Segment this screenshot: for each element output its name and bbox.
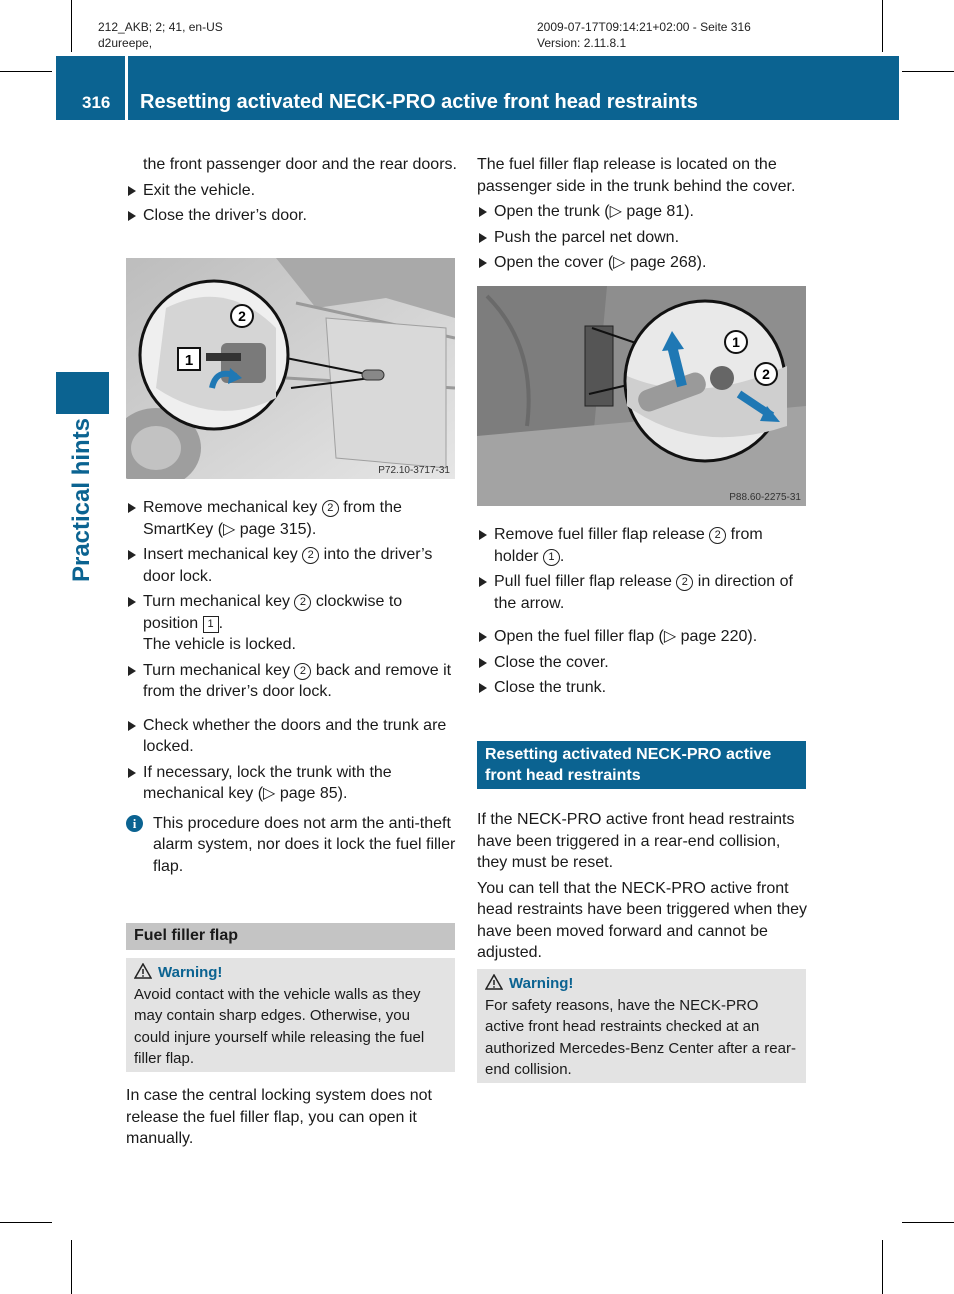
page-reference-arrow-icon: ▷ [663,628,677,645]
warning-title [485,973,798,995]
list-item [477,252,809,274]
list-item [477,201,809,223]
bullet-triangle-icon [128,503,136,513]
paragraph: In case the central locking system does not release the fuel filler flap, you can open it manually. [126,1087,432,1147]
crop-mark [882,0,883,52]
step-text: If necessary, lock the trunk with the mechanical key ( [143,763,392,802]
figure-code: P72.10-3717-31 [378,465,450,476]
step-text: back and remove it from the driver’s door lock. [143,661,452,700]
list-item [477,227,809,249]
paragraph: You can tell that the NECK-PRO active front head restraints have been triggered when they have been moved forward and cannot be adjusted. [477,879,807,961]
list-item [126,591,458,656]
figure-code: P88.60-2275-31 [729,492,801,503]
section-heading-fuel-filler-flap: Fuel filler flap [126,923,455,950]
step-text: Exit the vehicle. [143,181,256,199]
bullet-triangle-icon [128,721,136,731]
warning-triangle-icon [134,963,152,979]
list-item [126,762,458,805]
step-text: Push the parcel net down. [494,228,680,246]
page-number: 316 [82,93,111,112]
bullet-triangle-icon [479,530,487,540]
chapter-tab [56,372,109,414]
bullet-triangle-icon [128,666,136,676]
step-text: in direction of the arrow. [494,573,793,612]
step-text: from the SmartKey ( [143,499,402,538]
page-reference[interactable]: page 220). [680,628,758,645]
list-item [477,626,809,648]
step-text: Open the cover ( [494,254,614,271]
list-item [126,715,458,758]
list-item [126,205,458,227]
warning-title [134,962,447,984]
step-text: . [559,547,565,565]
figure-callout-2: 2 [762,366,770,382]
right-column-top [477,154,809,278]
left-column-steps [126,497,458,877]
warning-text: Avoid contact with the vehicle walls as they may contain sharp edges. Otherwise, you could injure yourself while releasing the fuel filler flap. [134,985,425,1067]
page-reference[interactable]: page 315). [239,520,317,538]
bullet-triangle-icon [479,207,487,217]
bullet-triangle-icon [128,211,136,221]
warning-box [477,969,806,1083]
page-reference-arrow-icon: ▷ [613,254,626,271]
crop-mark [902,1222,954,1223]
callout-2-icon: 2 [294,594,311,611]
step-result: The vehicle is locked. [143,636,296,653]
callout-2-icon: 2 [302,547,319,564]
step-text: Open the fuel filler flap ( [494,628,664,645]
list-item [126,660,458,703]
warning-title-text: Warning! [158,964,223,981]
info-text: This procedure does not arm the anti-theft alarm system, nor does it lock the fuel filler flap. [153,814,456,875]
step-text: Insert mechanical key [143,546,303,563]
callout-1-icon: 1 [543,549,560,566]
step-text: Turn mechanical key [143,661,295,679]
print-meta-left-line2: d2ureepe, [98,36,153,50]
list-item [477,571,809,614]
callout-2-icon: 2 [294,663,311,680]
step-text: into the driver’s door lock. [143,546,433,585]
paragraph: The fuel filler flap release is located on the passenger side in the trunk behind the cover. [477,156,796,195]
page-reference[interactable]: page 81). [626,203,694,220]
list-item [126,497,458,540]
step-text: Remove fuel filler flap release [494,526,710,543]
print-meta-left-line1: 212_AKB; 2; 41, en-US [98,20,223,34]
print-meta-right-line2: Version: 2.11.8.1 [537,36,627,50]
warning-title-text: Warning! [509,975,574,992]
figure-callout-1: 1 [732,334,740,350]
crop-mark [0,71,52,72]
figure-key-door-lock [126,258,455,479]
figure-fuel-flap-release [477,286,806,506]
crop-mark [882,1240,883,1294]
paragraph: If the NECK-PRO active front head restraints have been triggered in a rear-end collision, they must be reset. [477,811,795,871]
neck-pro-body [477,809,809,968]
step-text: . [218,614,224,632]
step-text: Close the trunk. [494,679,607,696]
page-reference-arrow-icon: ▷ [223,520,236,538]
crop-mark [71,1240,72,1294]
callout-2-icon: 2 [709,527,726,544]
position-1-icon: 1 [203,616,219,633]
step-text: Close the cover. [494,653,609,671]
bullet-triangle-icon [479,683,487,693]
section-heading-neck-pro: Resetting activated NECK-PRO active front head restraints [477,741,806,789]
list-item [477,677,809,699]
page-reference-arrow-icon: ▷ [609,203,622,220]
left-column-top [126,154,458,231]
warning-triangle-icon [485,974,503,990]
header-divider [125,56,128,120]
fuel-flap-release-illustration [477,286,806,506]
callout-2-icon: 2 [676,574,693,591]
figure-callout-1: 1 [184,352,194,369]
callout-2-icon: 2 [322,500,339,517]
figure-callout-2: 2 [238,308,246,324]
list-item [126,544,458,587]
warning-box [126,958,455,1072]
info-icon: i [126,815,143,832]
step-text: Close the driver’s door. [143,207,307,224]
crop-mark [902,71,954,72]
page-reference-arrow-icon: ▷ [263,785,276,802]
step-text: clockwise to position [143,593,403,632]
bullet-triangle-icon [479,658,487,668]
left-intro: the front passenger door and the rear doors. [143,156,457,173]
chapter-label: Practical hints [68,417,95,583]
bullet-triangle-icon [479,632,487,642]
bullet-triangle-icon [128,186,136,196]
crop-mark [71,0,72,52]
step-text: Turn mechanical key [143,593,295,610]
list-item [477,524,809,567]
key-door-lock-illustration [126,258,455,479]
print-meta-right [537,19,751,51]
bullet-triangle-icon [128,550,136,560]
bullet-triangle-icon [479,233,487,243]
right-column-steps [477,524,809,703]
warning-text: For safety reasons, have the NECK-PRO active front head restraints checked at an authorized Mercedes-Benz Center after a rear-end collision. [485,996,796,1078]
page-reference[interactable]: page 85). [279,785,348,802]
bullet-triangle-icon [479,577,487,587]
print-meta-left [98,19,223,51]
bullet-triangle-icon [479,258,487,268]
page-header [56,56,899,120]
list-item [126,180,458,202]
bullet-triangle-icon [128,768,136,778]
info-note [126,813,458,878]
step-text: Pull fuel filler flap release [494,573,677,590]
left-outro [126,1085,458,1154]
step-text: Check whether the doors and the trunk are locked. [143,716,447,755]
step-text: from holder [494,526,763,565]
bullet-triangle-icon [128,597,136,607]
page-reference[interactable]: page 268). [629,254,707,271]
page-title: Resetting activated NECK-PRO active front head restraints [140,91,698,113]
step-text: Remove mechanical key [143,499,322,516]
list-item [477,652,809,674]
print-meta-right-line1: 2009-07-17T09:14:21+02:00 - Seite 316 [537,20,751,34]
crop-mark [0,1222,52,1223]
step-text: Open the trunk ( [494,203,610,220]
